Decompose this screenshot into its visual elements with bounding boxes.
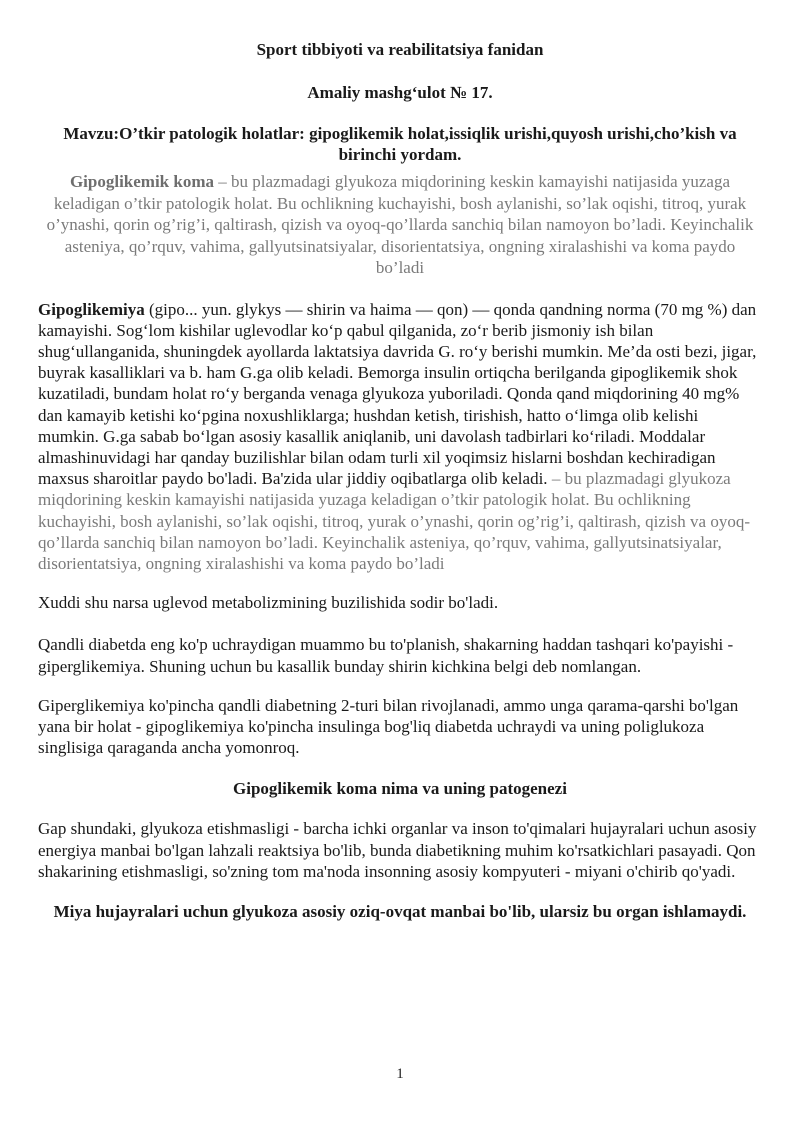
diabetes-paragraph: Qandli diabetda eng ko'p uchraydigan muammo bu to'planish, shakarning haddan tashqari ko'payishi - giperglikemiya. Shuning uchun bu kasallik bunday shirin kichkina belgi deb nomlangan. [38,635,734,676]
definition-paragraph [38,171,762,279]
hypoglycemia-text: (gipo... yun. glykys — shirin va haima — qon) — qonda qandning norma (70 mg %) dan kamayishi. Sog‘lom kishilar uglevodlar ko‘p qabul qilganida, zo‘r berib jismoniy ish bilan shug‘ullanganida, shuningdek ayollarda laktatsiya davrida G. ro‘y berishi mumkin. Me’da osti bezi, jigar, buyrak kasalliklari va b. ham G.ga olib keladi. Bemorga insulin ortiqcha berilganda gipoglikemik shok kuzatiladi, bundam holat ro‘y berganda venaga glyukoza yuboriladi. Qonda qand miqdorining 40 mg% dan kamayib ketishi ko‘pgina noxushliklarga; hushdan ketish, tirishish, hatto o‘limga olib kelishi mumkin. G.ga sabab bo‘lgan asosiy kasallik aniqlanib, uni davolash tadbirlari ko‘riladi. Moddalar almashinuvidagi har qanday buzilishlar bilan odam turli xil yoqimsiz hislarni boshdan kechiradigan maxsus sharoitlar paydo bo'ladi. Ba'zida ular jiddiy oqibatlarga olib keladi. [38,299,757,489]
definition-term: Gipoglikemik koma [69,172,215,191]
carbohydrate-paragraph: Xuddi shu narsa uglevod metabolizmining buzilishida sodir bo'ladi. [38,593,499,613]
conclusion-heading: Miya hujayralari uchun glyukoza asosiy oziq-ovqat manbai bo'lib, ularsiz bu organ ishlamaydi. [53,901,747,921]
hypoglycemia-paragraph [38,299,762,575]
hypoglycemia-term: Gipoglikemiya [38,299,145,319]
definition-text: – bu plazmadagi glyukoza miqdorining keskin kamayishi natijasida yuzaga keladigan o’tkir patologik holat. Bu ochlikning kuchayishi, bosh aylanishi, so’lak oqishi, titroq, yurak o’ynashi, qorin og’rig’i, qaltirash, qizish va oyoq-qo’llarda sanchiq bilan namoyon bo’ladi. Keyinchalik asteniya, qo’rquv, vahima, gallyutsinatsiyalar, disorientatsiya, ongning xiralashishi va koma paydo bo’ladi [46,172,754,277]
course-title: Sport tibbiyoti va reabilitatsiya fanidan [256,40,544,59]
hypoglycemia-gray-text: – bu plazmadagi glyukoza miqdorining keskin kamayishi natijasida yuzaga keladigan o’tkir patologik holat. Bu ochlikning kuchayishi, bosh aylanishi, so’lak oqishi, titroq, yurak o’ynashi, qorin og’rig’i, qaltirash, qizish va oyoq-qo’llarda sanchiq bilan namoyon bo’ladi. Keyinchalik asteniya, qo’rquv, vahima, gallyutsinatsiyalar, disorientatsiya, ongning xiralashishi va koma paydo bo’ladi [38,469,750,573]
lesson-title: Amaliy mashg‘ulot № 17. [307,83,493,102]
energy-paragraph: Gap shundaki, glyukoza etishmasligi - barcha ichki organlar va inson to'qimalari hujayralari uchun asosiy energiya manbai bo'lgan lahzali reaktsiya bo'lib, bunda diabetikning muhim ko'rsatkichlari pasayadi. Qon shakarining etishmasligi, so'zning tom ma'noda insonning asosiy kompyuteri - miyani o'chirib qo'yadi. [38,819,757,881]
page-number: 1 [396,1066,404,1082]
hyperglycemia-paragraph: Giperglikemiya ko'pincha qandli diabetning 2-turi bilan rivojlanadi, ammo unga qarama-qarshi bo'lgan yana bir holat - gipoglikemiya ko'pincha insulinga bog'liq diabetda uchraydi va uning poliglukoza singlisiga qaraganda ancha yomonroq. [38,695,739,758]
section-subheading: Gipoglikemik koma nima va uning patogenezi [233,779,567,799]
topic-title: Mavzu:O’tkir patologik holatlar: gipoglikemik holat,issiqlik urishi,quyosh urishi,cho’kish va birinchi yordam. [63,124,737,164]
document-page [38,28,762,923]
